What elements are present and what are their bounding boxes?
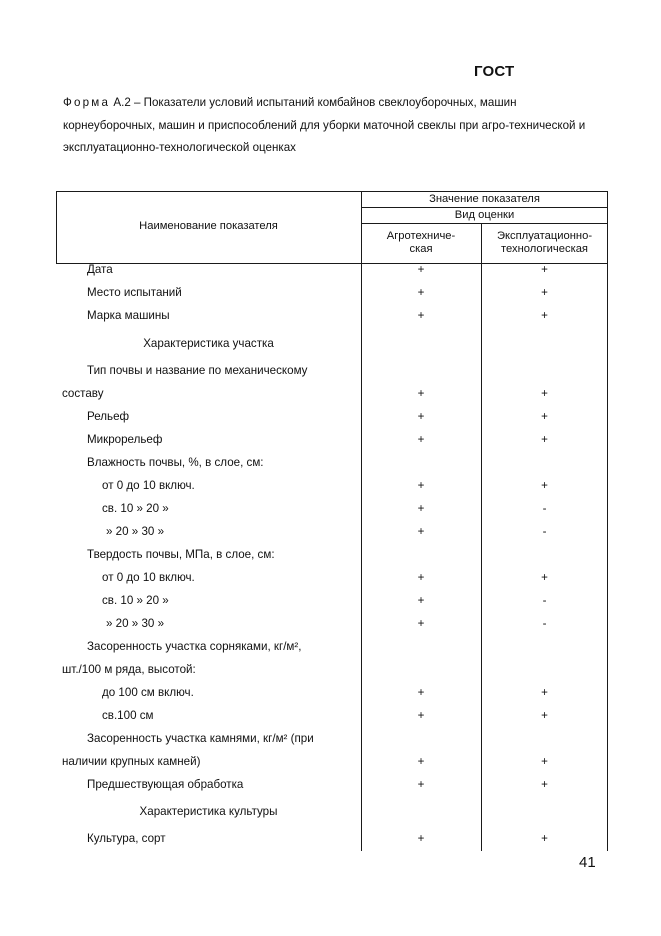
table-row [56,387,608,407]
row-agro-mark: + [417,387,425,400]
table-row [56,309,608,329]
header-kind: Вид оценки [454,209,515,221]
table-row [56,732,608,752]
row-expl-mark: + [541,571,548,584]
row-agro-mark: + [417,263,425,276]
row-name: шт./100 м ряда, высотой: [62,663,196,676]
row-agro-mark: + [417,309,425,322]
row-expl-mark: + [541,778,548,791]
table-row [56,686,608,706]
table-row [56,286,608,306]
row-name: св. 10 » 20 » [102,502,169,515]
row-expl-mark: + [541,263,548,276]
row-name: Характеристика культуры [139,805,278,818]
row-agro-mark: + [417,594,425,607]
row-name: св.100 см [102,709,154,722]
row-name: Характеристика участка [143,337,274,350]
row-expl-mark: + [541,709,548,722]
row-name: св. 10 » 20 » [102,594,169,607]
header-value: Значение показателя [429,193,540,205]
row-name: Место испытаний [87,286,182,299]
row-agro-mark: + [417,709,425,722]
row-name: от 0 до 10 включ. [102,571,195,584]
row-expl-mark: + [541,286,548,299]
table-row [56,805,608,825]
row-name: » 20 » 30 » [106,525,165,538]
table-row [56,548,608,568]
row-agro-mark: + [417,479,425,492]
row-expl-mark: + [541,433,548,446]
row-agro-mark: + [417,617,425,630]
table-row [56,663,608,683]
caption-lead: Форма [63,96,111,109]
table-row [56,456,608,476]
header-expl: Эксплуатационно-технологическая [496,230,593,255]
table-row [56,571,608,591]
row-agro-mark: + [417,286,425,299]
row-agro-mark: + [417,571,425,584]
form-caption [63,92,611,160]
table-row [56,617,608,637]
row-agro-mark: + [417,502,425,515]
row-expl-mark: - [542,617,547,630]
row-name: от 0 до 10 включ. [102,479,195,492]
table-row [56,778,608,798]
caption-text: А.2 – Показатели условий испытаний комбайнов свеклоуборочных, машин корнеуборочных, машин и приспособлений для уборки маточной свеклы при агро-технической и эксплуатационно-технологической оценках [63,96,586,154]
row-expl-mark: + [541,309,548,322]
row-name: составу [62,387,104,400]
table-row [56,364,608,384]
indicators-table [56,191,608,851]
table-row [56,640,608,660]
row-name: Марка машины [87,309,170,322]
table-row [56,502,608,522]
table-border-top [56,191,608,192]
page-number: 41 [579,854,596,871]
row-agro-mark: + [417,686,425,699]
row-name: наличии крупных камней) [62,755,201,768]
row-name: Микрорельеф [87,433,163,446]
row-agro-mark: + [417,410,425,423]
table-row [56,433,608,453]
row-expl-mark: + [541,410,548,423]
row-expl-mark: + [541,832,548,845]
header-divider-kind [361,223,608,224]
row-name: » 20 » 30 » [106,617,165,630]
row-agro-mark: + [417,755,425,768]
row-name: Твердость почвы, МПа, в слое, см: [87,548,275,561]
row-agro-mark: + [417,433,425,446]
row-expl-mark: - [542,525,547,538]
table-row [56,832,608,852]
row-name: Рельеф [87,410,130,423]
table-row [56,594,608,614]
table-row [56,755,608,775]
row-name: Дата [87,263,113,276]
row-expl-mark: + [541,755,548,768]
table-row [56,410,608,430]
row-name: Влажность почвы, %, в слое, см: [87,456,264,469]
header-name: Наименование показателя [139,220,278,232]
row-expl-mark: + [541,479,548,492]
row-name: Засоренность участка сорняками, кг/м², [87,640,302,653]
table-row [56,479,608,499]
row-expl-mark: - [542,594,547,607]
row-agro-mark: + [417,778,425,791]
row-agro-mark: + [417,832,425,845]
row-name: Культура, сорт [87,832,166,845]
row-agro-mark: + [417,525,425,538]
row-expl-mark: - [542,502,547,515]
header-divider-value [361,207,608,208]
row-expl-mark: + [541,686,548,699]
table-row [56,337,608,357]
header-agro: Агротехниче-ская [386,230,456,255]
row-name: Засоренность участка камнями, кг/м² (при [87,732,314,745]
row-name: Тип почвы и название по механическому [87,364,308,377]
gost-header: ГОСТ [474,63,515,80]
table-row [56,525,608,545]
table-row [56,709,608,729]
row-name: Предшествующая обработка [87,778,244,791]
row-expl-mark: + [541,387,548,400]
table-row [56,263,608,283]
row-name: до 100 см включ. [102,686,194,699]
